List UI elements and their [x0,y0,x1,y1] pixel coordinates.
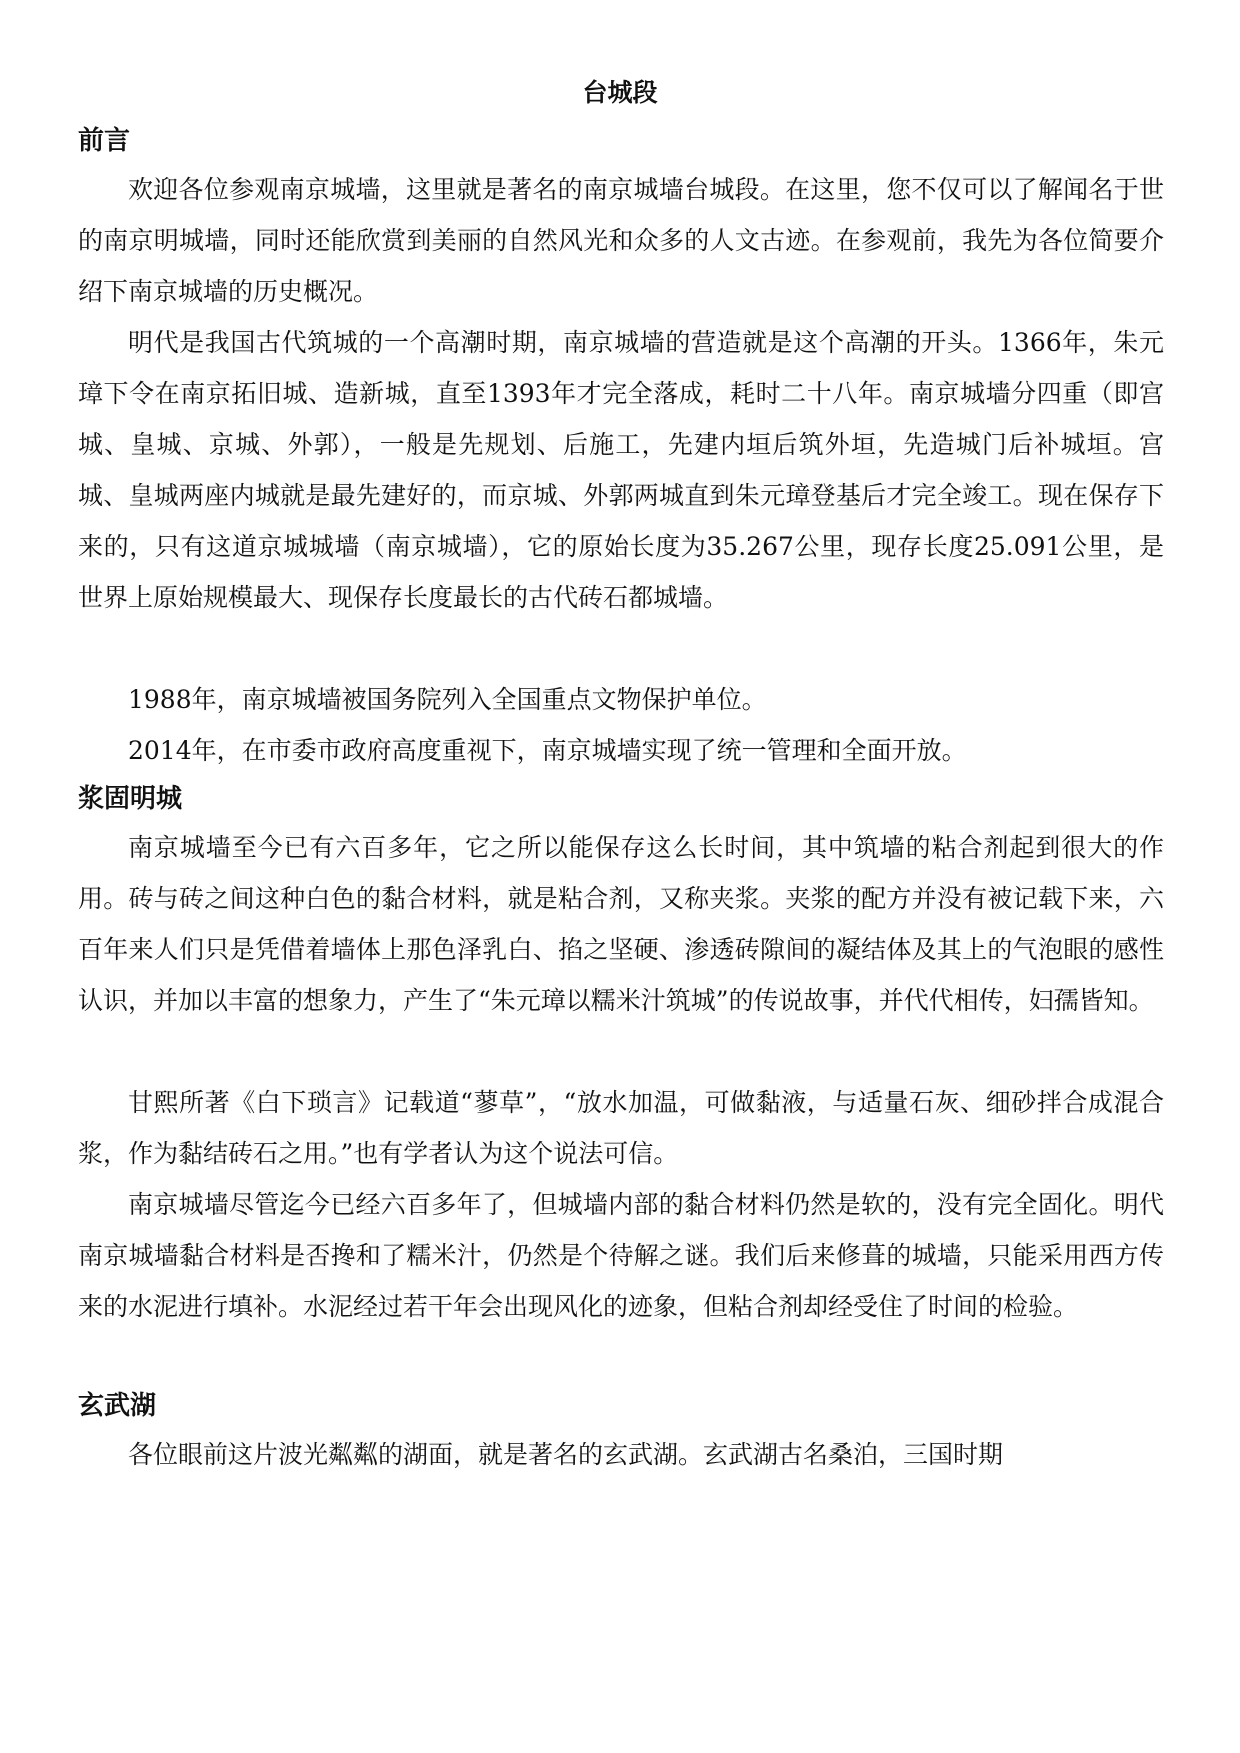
paragraph: 明代是我国古代筑城的一个高潮时期，南京城墙的营造就是这个高潮的开头。1366年，朱元璋下令在南京拓旧城、造新城，直至1393年才完全落成，耗时二十八年。南京城墙分四重（即宫城、皇城、京城、外郭），一般是先规划、后施工，先建内垣后筑外垣，先造城门后补城垣。宫城、皇城两座内城就是最先建好的，而京城、外郭两城直到朱元璋登基后才完全竣工。现在保存下来的，只有这道京城城墙（南京城墙），它的原始长度为35.267公里，现存长度25.091公里，是世界上原始规模最大、现保存长度最长的古代砖石都城墙。 [78,328,1164,612]
section-heading-mortar: 浆固明城 [78,784,183,814]
paragraph: 欢迎各位参观南京城墙，这里就是著名的南京城墙台城段。在这里，您不仅可以了解闻名于世的南京明城墙，同时还能欣赏到美丽的自然风光和众多的人文古迹。在参观前，我先为各位简要介绍下南京城墙的历史概况。 [78,175,1164,306]
paragraph: 南京城墙尽管迄今已经六百多年了，但城墙内部的黏合材料仍然是软的，没有完全固化。明代南京城墙黏合材料是否搀和了糯米汁，仍然是个待解之谜。我们后来修葺的城墙，只能采用西方传来的水泥进行填补。水泥经过若干年会出现风化的迹象，但粘合剂却经受住了时间的检验。 [78,1190,1164,1321]
paragraph: 2014年，在市委市政府高度重视下，南京城墙实现了统一管理和全面开放。 [128,736,967,765]
paragraph: 1988年，南京城墙被国务院列入全国重点文物保护单位。 [128,685,767,714]
paragraph: 南京城墙至今已有六百多年，它之所以能保存这么长时间，其中筑墙的粘合剂起到很大的作用。砖与砖之间这种白色的黏合材料，就是粘合剂，又称夹浆。夹浆的配方并没有被记载下来，六百年来人们只是凭借着墙体上那色泽乳白、掐之坚硬、渗透砖隙间的凝结体及其上的气泡眼的感性认识，并加以丰富的想象力，产生了“朱元璋以糯米汁筑城”的传说故事，并代代相传，妇孺皆知。 [78,833,1164,1015]
section-heading-xuanwu-lake: 玄武湖 [78,1391,157,1421]
paragraph: 甘熙所著《白下琐言》记载道“蓼草”，“放水加温，可做黏液，与适量石灰、细砂拌合成混合浆，作为黏结砖石之用。”也有学者认为这个说法可信。 [78,1088,1164,1168]
page-title: 台城段 [582,78,658,107]
section-heading-preface: 前言 [78,126,131,156]
paragraph: 各位眼前这片波光粼粼的湖面，就是著名的玄武湖。玄武湖古名桑泊，三国时期 [128,1440,1004,1469]
